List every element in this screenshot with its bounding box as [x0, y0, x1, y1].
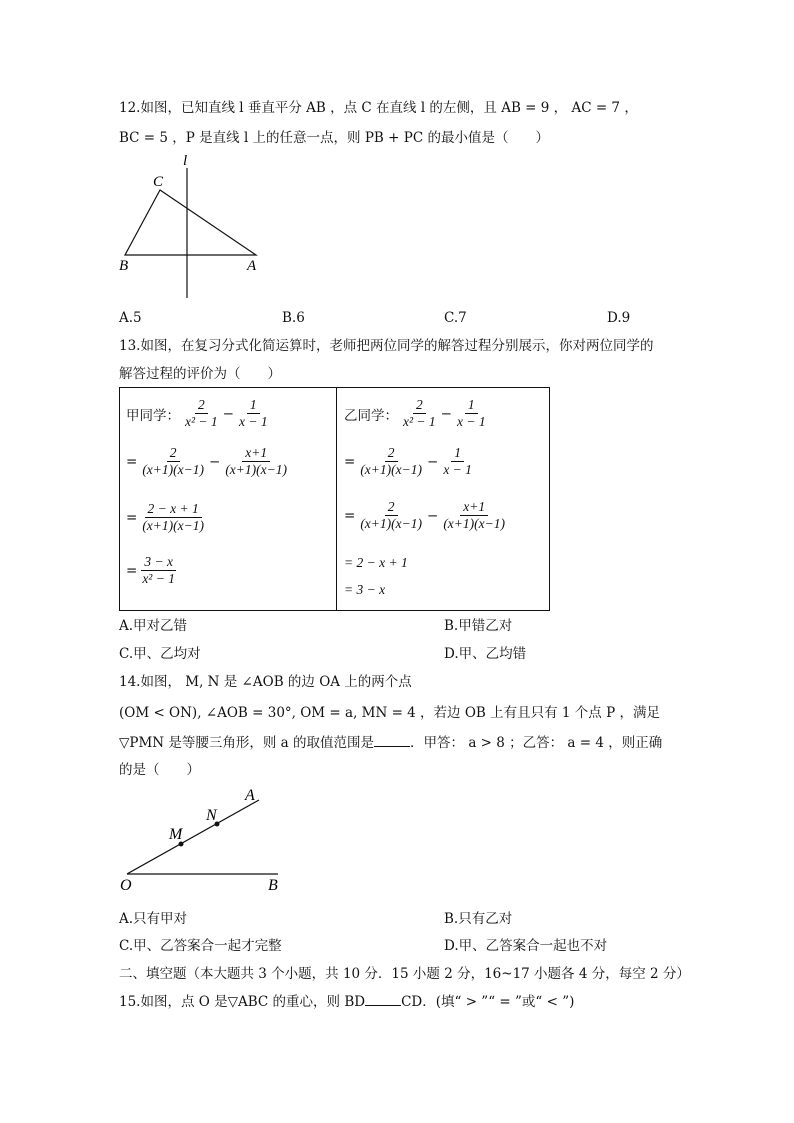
table-divider [336, 388, 337, 610]
triangle-abc [125, 190, 256, 255]
jia-title: 甲同学： [126, 407, 180, 424]
q12-figure [110, 150, 280, 305]
q12-option-c[interactable]: C.7 [444, 310, 467, 326]
fraction: $\frac{2 - x + 1}{(x+1)(x-1)}$ [142, 501, 204, 534]
jia-step3: = $\frac{2 - x + 1}{(x+1)(x-1)}$ [126, 502, 209, 533]
label-b: B [268, 877, 278, 894]
label-a: A [247, 258, 257, 274]
q13-option-d[interactable]: D.甲、乙均错 [444, 646, 527, 662]
label-m: M [169, 826, 183, 843]
q14-option-c[interactable]: C.甲、乙答案合一起才完整 [119, 938, 282, 954]
jia-step4: = $\frac{3 - x}{\text{x² − 1}}$ [126, 555, 180, 586]
label-n: N [206, 807, 217, 824]
ray-oa [127, 800, 259, 874]
label-c: C [153, 174, 164, 190]
q12-option-b[interactable]: B.6 [282, 310, 305, 326]
q13-line1: 13.如图，在复习分式化简运算时，老师把两位同学的解答过程分别展示，你对两位同学的 [119, 338, 654, 354]
fraction: $\frac{2}{(x+1)(x-1)}$ [360, 445, 422, 478]
fraction: $\frac{2}{\text{x² − 1}}$ [403, 397, 436, 430]
q14-option-d[interactable]: D.甲、乙答案合一起也不对 [444, 938, 608, 954]
label-o: O [120, 877, 132, 894]
q12-line2: BC = 5 ，P 是直线 l 上的任意一点，则 PB + PC 的最小值是（ ） [119, 130, 549, 146]
jia-step1: 甲同学： $\frac{2}{\text{x² − 1}}$ − $\frac{1}{x - 1}$ [126, 398, 273, 429]
q12-line1: 12.如图，已知直线 l 垂直平分 AB ，点 C 在直线 l 的左侧，且 AB = 9 ， AC = 7 ， [119, 100, 638, 116]
q13-option-b[interactable]: B.甲错乙对 [444, 618, 513, 634]
fraction: $\frac{2}{(x+1)(x-1)}$ [360, 499, 422, 532]
label-l: l [183, 153, 188, 169]
q12-option-a[interactable]: A.5 [119, 310, 142, 326]
q15-part-b: CD．(填“ > ”“ = ”或“ < ”) [401, 994, 575, 1010]
q14-line4: 的是（ ） [119, 762, 200, 778]
yi-step4: = 2 − x + 1 [344, 555, 408, 570]
q13-line2: 解答过程的评价为（ ） [119, 366, 281, 382]
yi-step5: = 3 − x [344, 582, 386, 597]
answer-blank[interactable] [365, 993, 401, 1006]
q13-option-c[interactable]: C.甲、乙均对 [119, 646, 201, 662]
yi-step3: = $\frac{2}{(x+1)(x-1)}$ − $\frac{x+1}{(x+1)(x-1)}$ [344, 500, 510, 531]
label-a: A [245, 787, 255, 804]
q14-option-a[interactable]: A.只有甲对 [119, 911, 188, 927]
fraction: $\frac{1}{x - 1}$ [456, 397, 486, 430]
jia-step2: = $\frac{2}{(x+1)(x-1)}$ − $\frac{x+1}{(x+1)(x-1)}$ [126, 446, 292, 477]
q13-solutions-table [119, 387, 550, 611]
fraction: $\frac{1}{x - 1}$ [443, 445, 472, 478]
q14-line1: 14.如图， M, N 是 ∠AOB 的边 OA 上的两个点 [119, 674, 412, 690]
yi-step1: 乙同学： $\frac{2}{\text{x² − 1}}$ − $\frac{1}{x - 1}$ [344, 398, 491, 429]
fraction: $\frac{3 - x}{\text{x² − 1}}$ [142, 554, 175, 587]
yi-step2: = $\frac{2}{(x+1)(x-1)}$ − $\frac{1}{x - 1}$ [344, 446, 477, 477]
q14-line3 [119, 731, 662, 751]
fraction: $\frac{x+1}{(x+1)(x-1)}$ [225, 445, 287, 478]
q14-option-b[interactable]: B.只有乙对 [444, 911, 513, 927]
q14-line3-a: ▽PMN 是等腰三角形，则 a 的取值范围是 [119, 735, 375, 751]
label-b: B [119, 258, 129, 274]
q15 [119, 990, 574, 1010]
q14-line3-b: ．甲答： a > 8 ；乙答： a = 4 ，则正确 [410, 735, 663, 751]
fraction: $\frac{1}{x - 1}$ [238, 397, 268, 430]
section-heading: 二、填空题（本大题共 3 个小题，共 10 分．15 小题 2 分，16~17 小题各 4 分，每空 2 分） [119, 966, 690, 982]
q14-line2: (OM < ON), ∠AOB = 30°, OM = a, MN = 4 ，若边 OB 上有且只有 1 个点 P ，满足 [119, 705, 660, 721]
q14-figure [115, 780, 300, 895]
answer-blank[interactable] [374, 734, 410, 747]
fraction: $\frac{2}{(x+1)(x-1)}$ [142, 445, 204, 478]
yi-title: 乙同学： [344, 407, 398, 424]
q13-option-a[interactable]: A.甲对乙错 [119, 618, 188, 634]
q12-option-d[interactable]: D.9 [607, 310, 631, 326]
fraction: $\frac{x+1}{(x+1)(x-1)}$ [443, 499, 505, 532]
q15-part-a: 15.如图，点 O 是▽ABC 的重心，则 BD [119, 994, 366, 1010]
fraction: $\frac{2}{\text{x² − 1}}$ [185, 397, 218, 430]
